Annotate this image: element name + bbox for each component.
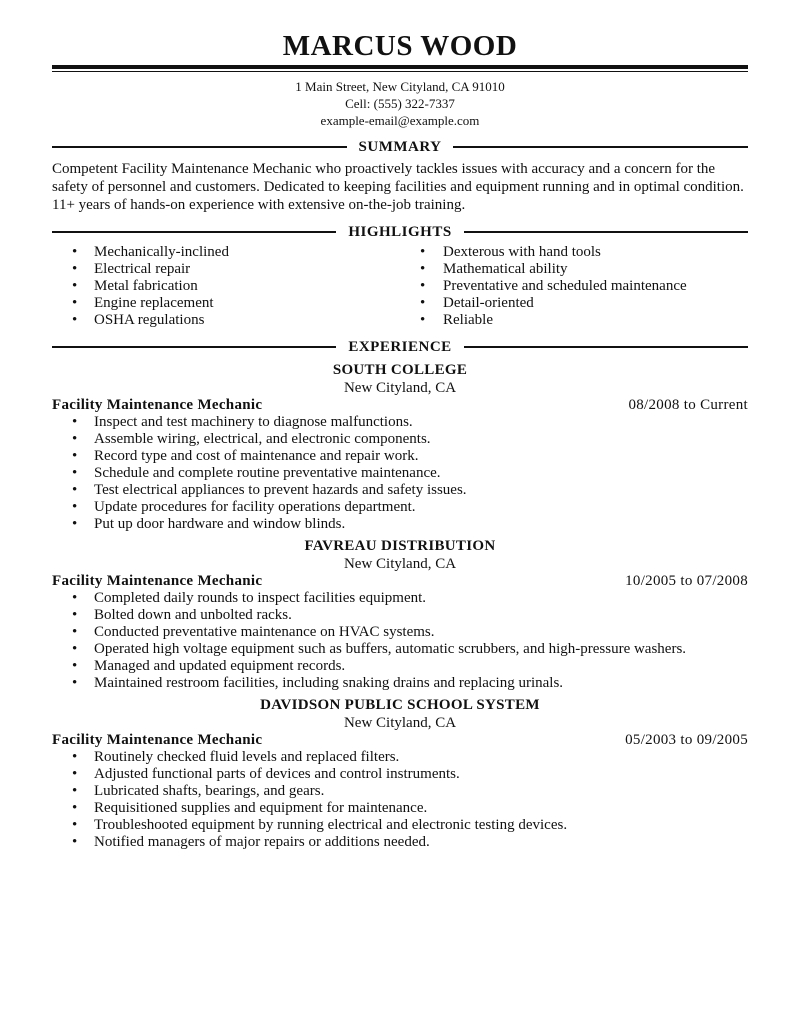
list-item-text: Reliable xyxy=(443,312,493,328)
experience-heading xyxy=(52,337,748,357)
contact-info xyxy=(52,78,748,129)
list-item-text: Operated high voltage equipment such as buffers, automatic scrubbers, and high-pressure washers. xyxy=(94,641,687,657)
bullet-icon: • xyxy=(72,261,78,277)
bullet-icon: • xyxy=(72,414,78,430)
bullet-icon: • xyxy=(72,499,78,515)
contact-email: example-email@example.com xyxy=(320,113,480,128)
list-item xyxy=(52,800,748,817)
highlights-left-list xyxy=(52,244,400,329)
list-item-text: Record type and cost of maintenance and repair work. xyxy=(94,448,419,464)
highlights-title: HIGHLIGHTS xyxy=(348,224,452,240)
job-bullets xyxy=(52,414,748,533)
bullet-icon: • xyxy=(420,312,426,328)
list-item-text: Troubleshooted equipment by running electrical and electronic testing devices. xyxy=(94,817,568,833)
highlights-heading xyxy=(52,222,748,242)
list-item xyxy=(52,312,400,329)
bullet-icon: • xyxy=(72,817,78,833)
list-item xyxy=(52,465,748,482)
company-name: DAVIDSON PUBLIC SCHOOL SYSTEM xyxy=(260,697,540,713)
job-title: Facility Maintenance Mechanic xyxy=(52,397,263,413)
contact-address: 1 Main Street, New Cityland, CA 91010 xyxy=(295,79,505,94)
job-dates: 05/2003 to 09/2005 xyxy=(625,732,748,748)
highlights-right-list xyxy=(400,244,748,329)
list-item-text: Detail-oriented xyxy=(443,295,534,311)
list-item-text: Put up door hardware and window blinds. xyxy=(94,516,346,532)
list-item-text: Notified managers of major repairs or additions needed. xyxy=(94,834,430,850)
list-item xyxy=(52,261,400,278)
bullet-icon: • xyxy=(72,244,78,260)
list-item xyxy=(52,590,748,607)
list-item xyxy=(52,414,748,431)
list-item xyxy=(52,641,748,658)
list-item xyxy=(52,244,400,261)
list-item xyxy=(52,749,748,766)
list-item xyxy=(400,295,748,312)
divider-line xyxy=(52,146,347,148)
bullet-icon: • xyxy=(72,607,78,623)
list-item-text: Metal fabrication xyxy=(94,278,198,294)
list-item xyxy=(52,834,748,851)
bullet-icon: • xyxy=(72,783,78,799)
bullet-icon: • xyxy=(72,465,78,481)
company-name: SOUTH COLLEGE xyxy=(332,362,468,378)
company-name: FAVREAU DISTRIBUTION xyxy=(304,538,496,554)
list-item-text: Lubricated shafts, bearings, and gears. xyxy=(94,783,325,799)
list-item-text: Mechanically-inclined xyxy=(94,244,229,260)
list-item xyxy=(52,607,748,624)
list-item xyxy=(52,675,748,692)
divider-line xyxy=(52,231,336,233)
job-entry xyxy=(52,537,748,692)
bullet-icon: • xyxy=(72,431,78,447)
job-title-row xyxy=(52,397,748,414)
summary-heading xyxy=(52,137,748,157)
list-item xyxy=(52,516,748,533)
bullet-icon: • xyxy=(420,261,426,277)
header-rule-thin xyxy=(52,71,748,72)
candidate-name: MARCUS WOOD xyxy=(282,30,518,62)
list-item-text: Bolted down and unbolted racks. xyxy=(94,607,292,623)
bullet-icon: • xyxy=(72,278,78,294)
job-bullets xyxy=(52,749,748,851)
job-title: Facility Maintenance Mechanic xyxy=(52,573,263,589)
job-bullets xyxy=(52,590,748,692)
bullet-icon: • xyxy=(72,312,78,328)
list-item-text: Maintained restroom facilities, including snaking drains and replacing urinals. xyxy=(94,675,564,691)
list-item-text: Assemble wiring, electrical, and electronic components. xyxy=(94,431,431,447)
list-item-text: Adjusted functional parts of devices and control instruments. xyxy=(94,766,460,782)
list-item xyxy=(52,766,748,783)
list-item-text: Mathematical ability xyxy=(443,261,568,277)
list-item xyxy=(52,817,748,834)
company-location: New Cityland, CA xyxy=(343,715,457,731)
bullet-icon: • xyxy=(72,749,78,765)
bullet-icon: • xyxy=(72,448,78,464)
list-item xyxy=(52,448,748,465)
list-item-text: Electrical repair xyxy=(94,261,191,277)
company-location: New Cityland, CA xyxy=(343,380,457,396)
job-title: Facility Maintenance Mechanic xyxy=(52,732,263,748)
summary-title: SUMMARY xyxy=(358,139,442,155)
job-entry xyxy=(52,696,748,851)
bullet-icon: • xyxy=(420,295,426,311)
bullet-icon: • xyxy=(72,800,78,816)
job-dates: 10/2005 to 07/2008 xyxy=(625,573,748,589)
resume-page xyxy=(52,28,748,851)
experience-list xyxy=(52,361,748,851)
list-item-text: Dexterous with hand tools xyxy=(443,244,601,260)
list-item-text: Engine replacement xyxy=(94,295,214,311)
list-item-text: Update procedures for facility operations department. xyxy=(94,499,416,515)
list-item xyxy=(52,482,748,499)
bullet-icon: • xyxy=(72,766,78,782)
bullet-icon: • xyxy=(72,675,78,691)
list-item xyxy=(400,261,748,278)
bullet-icon: • xyxy=(72,482,78,498)
company-location: New Cityland, CA xyxy=(343,556,457,572)
list-item-text: Preventative and scheduled maintenance xyxy=(443,278,687,294)
bullet-icon: • xyxy=(420,278,426,294)
list-item xyxy=(52,499,748,516)
contact-phone: Cell: (555) 322-7337 xyxy=(345,96,455,111)
list-item-text: Requisitioned supplies and equipment for maintenance. xyxy=(94,800,428,816)
job-entry xyxy=(52,361,748,533)
bullet-icon: • xyxy=(72,658,78,674)
job-title-row xyxy=(52,573,748,590)
list-item-text: Inspect and test machinery to diagnose malfunctions. xyxy=(94,414,413,430)
list-item-text: Managed and updated equipment records. xyxy=(94,658,346,674)
list-item xyxy=(400,312,748,329)
list-item xyxy=(52,278,400,295)
bullet-icon: • xyxy=(72,590,78,606)
list-item xyxy=(400,278,748,295)
bullet-icon: • xyxy=(72,295,78,311)
job-title-row xyxy=(52,732,748,749)
list-item-text: OSHA regulations xyxy=(94,312,205,328)
bullet-icon: • xyxy=(420,244,426,260)
list-item xyxy=(52,658,748,675)
experience-title: EXPERIENCE xyxy=(348,339,452,355)
list-item-text: Conducted preventative maintenance on HVAC systems. xyxy=(94,624,435,640)
list-item-text: Test electrical appliances to prevent hazards and safety issues. xyxy=(94,482,467,498)
bullet-icon: • xyxy=(72,834,78,850)
list-item xyxy=(52,624,748,641)
list-item-text: Routinely checked fluid levels and replaced filters. xyxy=(94,749,400,765)
list-item-text: Completed daily rounds to inspect facilities equipment. xyxy=(94,590,427,606)
list-item xyxy=(52,431,748,448)
divider-line xyxy=(453,146,748,148)
divider-line xyxy=(464,346,748,348)
bullet-icon: • xyxy=(72,641,78,657)
list-item-text: Schedule and complete routine preventative maintenance. xyxy=(94,465,441,481)
list-item xyxy=(400,244,748,261)
divider-line xyxy=(52,346,336,348)
list-item xyxy=(52,783,748,800)
divider-line xyxy=(464,231,748,233)
bullet-icon: • xyxy=(72,516,78,532)
summary-text: Competent Facility Maintenance Mechanic who proactively tackles issues with accuracy and a concern for the safety of personnel and customers. Dedicated to keeping facilities and equipment running and in optimal condition. 11+ years of hands-on experience with extensive on-the-job training. xyxy=(52,161,744,213)
list-item xyxy=(52,295,400,312)
highlights-columns xyxy=(52,244,748,329)
header-rule-thick xyxy=(52,65,748,69)
job-dates: 08/2008 to Current xyxy=(628,397,748,413)
bullet-icon: • xyxy=(72,624,78,640)
